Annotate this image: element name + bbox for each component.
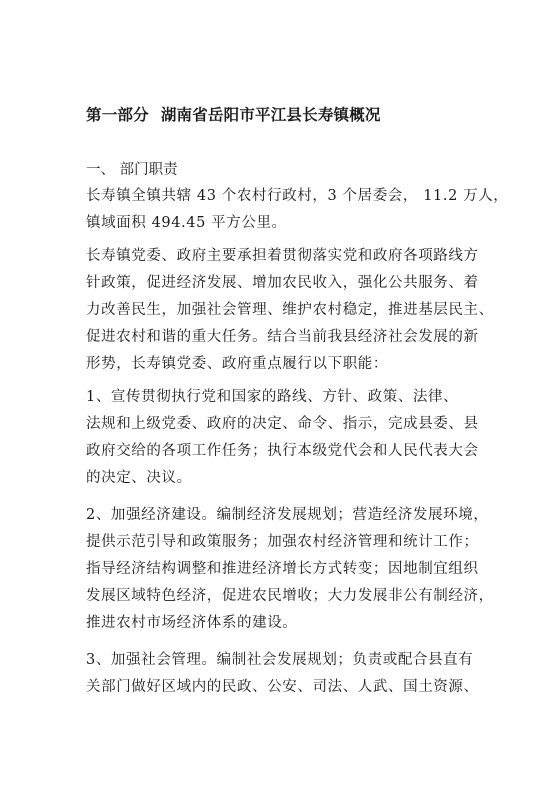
body-line: 长寿镇全镇共辖 43 个农村行政村，3 个居委会， 11.2 万人，: [86, 188, 509, 204]
body-line: 力改善民生，加强社会管理、维护农村稳定，推进基层民主、: [86, 302, 494, 318]
section-heading: 一、 部门职责: [86, 162, 178, 178]
body-line: 指导经济结构调整和推进经济增长方式转变；因地制宜组织: [86, 561, 479, 577]
body-line: 提供示范引导和政策服务；加强农村经济管理和统计工作；: [86, 534, 479, 550]
body-line: 法规和上级党委、政府的决定、命令、指示，完成县委、县: [86, 416, 479, 432]
body-line: 镇域面积 494.45 平方公里。: [86, 215, 287, 231]
body-line: 3、加强社会管理。编制社会发展规划；负责或配合县直有: [86, 652, 474, 668]
body-line: 的决定、决议。: [86, 470, 192, 486]
body-line: 推进农村市场经济体系的建设。: [86, 615, 298, 631]
body-line: 政府交给的各项工作任务；执行本级党代会和人民代表大会: [86, 443, 479, 459]
body-line: 针政策，促进经济发展、增加农民收入，强化公共服务、着: [86, 275, 479, 291]
body-line: 形势，长寿镇党委、政府重点履行以下职能：: [86, 356, 388, 372]
body-line: 2、加强经济建设。编制经济发展规划；营造经济发展环境，: [86, 507, 489, 523]
body-line: 长寿镇党委、政府主要承担着贯彻落实党和政府各项路线方: [86, 248, 479, 264]
document-title: [86, 103, 381, 125]
title-text: 湖南省岳阳市平江县长寿镇概况: [160, 105, 381, 124]
body-line: 发展区域特色经济，促进农民增收；大力发展非公有制经济，: [86, 588, 494, 604]
body-line: 1、宣传贯彻执行党和国家的路线、方针、政策、法律、: [86, 389, 459, 405]
title-part-label: 第一部分: [86, 105, 149, 124]
body-line: 促进农村和谐的重大任务。结合当前我县经济社会发展的新: [86, 329, 479, 345]
body-line: 关部门做好区域内的民政、公安、司法、人武、国土资源、: [86, 679, 479, 695]
